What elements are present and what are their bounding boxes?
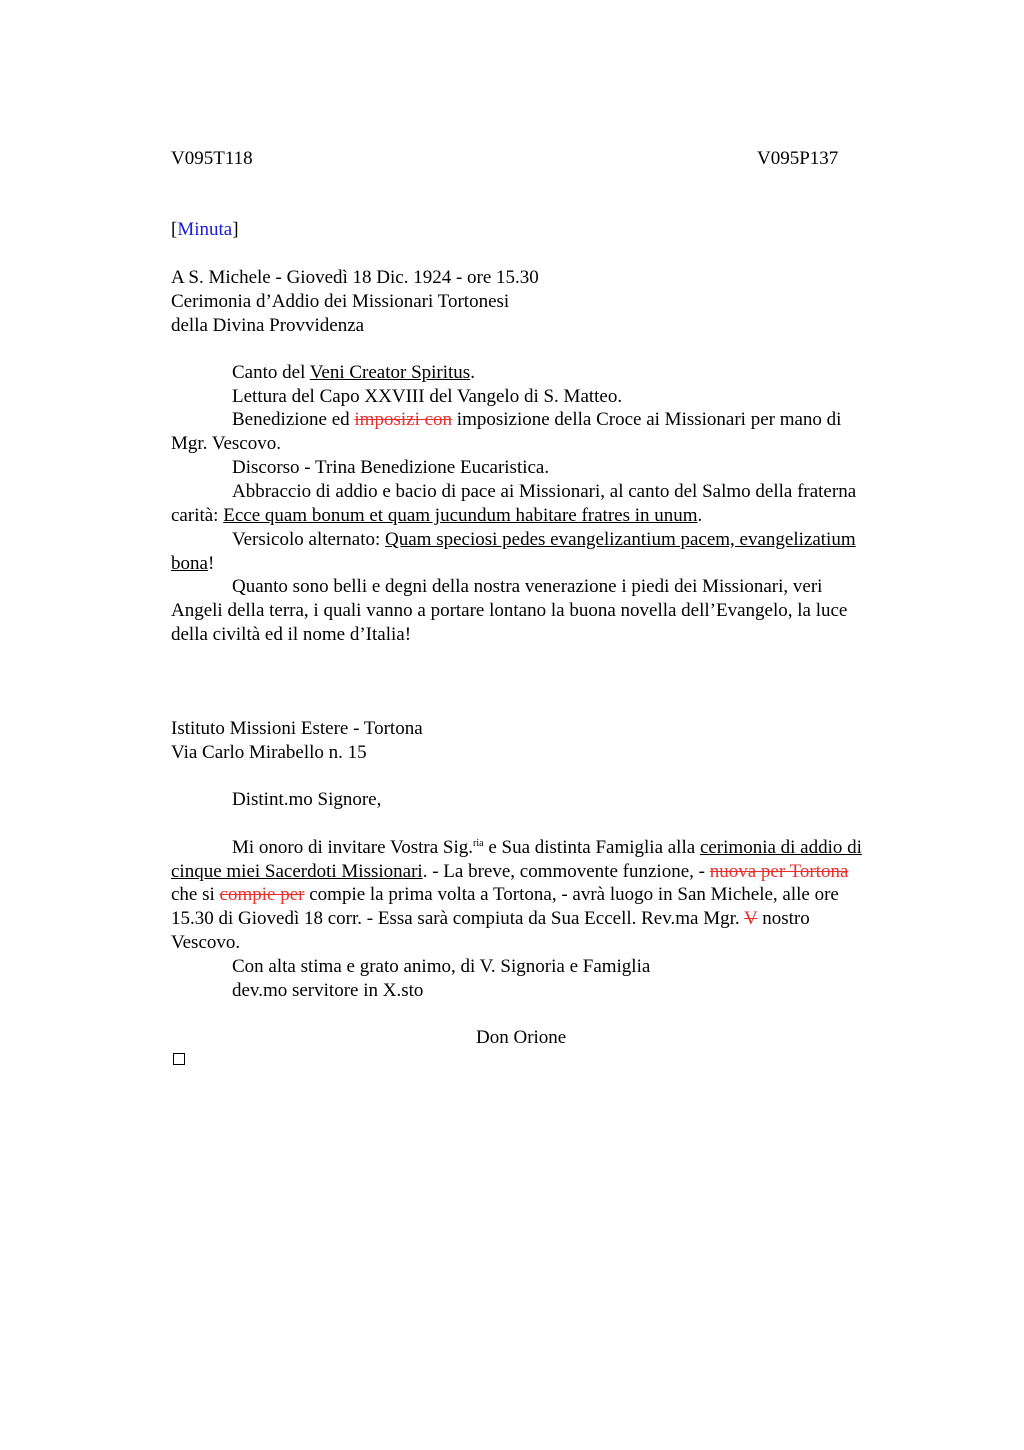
letter-line-5: Vescovo. bbox=[171, 932, 241, 953]
letter-line-6: Con alta stima e grato animo, di V. Signoria e Famiglia bbox=[232, 956, 651, 977]
letter-line-4: 15.30 di Giovedì 18 corr. - Essa sarà compiuta da Sua Eccell. Rev.ma Mgr. V nostro bbox=[171, 908, 810, 929]
deleted-text: nuova per Tortona bbox=[709, 861, 849, 882]
program-line-7: carità: Ecce quam bonum et quam jucundum habitare fratres in unum. bbox=[171, 505, 703, 526]
reference-code-left: V095T118 bbox=[171, 148, 253, 169]
minuta-word: Minuta bbox=[177, 219, 233, 240]
program-line-10: Quanto sono belli e degni della nostra venerazione i piedi dei Missionari, veri bbox=[232, 576, 823, 597]
deleted-text: V bbox=[744, 908, 758, 929]
intro-line-providence: della Divina Provvidenza bbox=[171, 315, 365, 336]
psalm-quote: Ecce quam bonum et quam jucundum habitare fratres in unum bbox=[223, 505, 698, 526]
program-line-9: bona! bbox=[171, 553, 215, 574]
veni-creator-title: Veni Creator Spiritus bbox=[309, 362, 471, 383]
deleted-text: compie per bbox=[219, 884, 305, 905]
checkbox-icon bbox=[173, 1053, 185, 1065]
versicle-quote-end: bona bbox=[171, 553, 208, 574]
minuta-label bbox=[171, 218, 239, 242]
program-line-4: Mgr. Vescovo. bbox=[171, 433, 281, 454]
superscript-ria: ria bbox=[473, 838, 484, 849]
letter-line-1: Mi onoro di invitare Vostra Sig.$^{ria}$ e Sua distinta Famiglia alla cerimonia di addio di bbox=[232, 837, 862, 858]
ceremony-underlined: cerimonia di addio di bbox=[699, 837, 862, 858]
address-institute: Istituto Missioni Estere - Tortona bbox=[171, 718, 423, 739]
reference-code-right: V095P137 bbox=[757, 148, 839, 169]
letter-line-2: cinque miei Sacerdoti Missionari. - La breve, commovente funzione, - nuova per Tortona bbox=[171, 861, 849, 882]
deleted-text: imposizi con bbox=[354, 409, 453, 430]
versicle-quote: Quam speciosi pedes evangelizantium pacem, evangelizatium bbox=[385, 529, 856, 550]
program-line-5: Discorso - Trina Benedizione Eucaristica. bbox=[232, 457, 550, 478]
missionaries-underlined: cinque miei Sacerdoti Missionari bbox=[171, 861, 423, 882]
bracket-close: ] bbox=[232, 219, 239, 240]
program-line-1: Canto del Veni Creator Spiritus. bbox=[232, 362, 475, 383]
program-line-2: Lettura del Capo XXVIII del Vangelo di S. Matteo. bbox=[232, 386, 623, 407]
letter-line-7: dev.mo servitore in X.sto bbox=[232, 980, 424, 1001]
address-street: Via Carlo Mirabello n. 15 bbox=[171, 742, 367, 763]
program-line-6: Abbraccio di addio e bacio di pace ai Missionari, al canto del Salmo della fraterna bbox=[232, 481, 857, 502]
program-line-12: della civiltà ed il nome d’Italia! bbox=[171, 624, 412, 645]
salutation: Distint.mo Signore, bbox=[232, 789, 382, 810]
program-line-3: Benedizione ed imposizi con imposizione della Croce ai Missionari per mano di bbox=[232, 409, 842, 430]
program-line-11: Angeli della terra, i quali vanno a portare lontano la buona novella dell’Evangelo, la luce bbox=[171, 600, 848, 621]
intro-line-ceremony: Cerimonia d’Addio dei Missionari Tortonesi bbox=[171, 291, 510, 312]
letter-line-3: che si compie per compie la prima volta a Tortona, - avrà luogo in San Michele, alle ore bbox=[171, 884, 839, 905]
intro-line-date: A S. Michele - Giovedì 18 Dic. 1924 - ore 15.30 bbox=[171, 267, 539, 288]
signature: Don Orione bbox=[476, 1027, 567, 1048]
program-line-8: Versicolo alternato: Quam speciosi pedes evangelizantium pacem, evangelizatium bbox=[232, 529, 856, 550]
bracket-open: [ bbox=[171, 219, 178, 240]
